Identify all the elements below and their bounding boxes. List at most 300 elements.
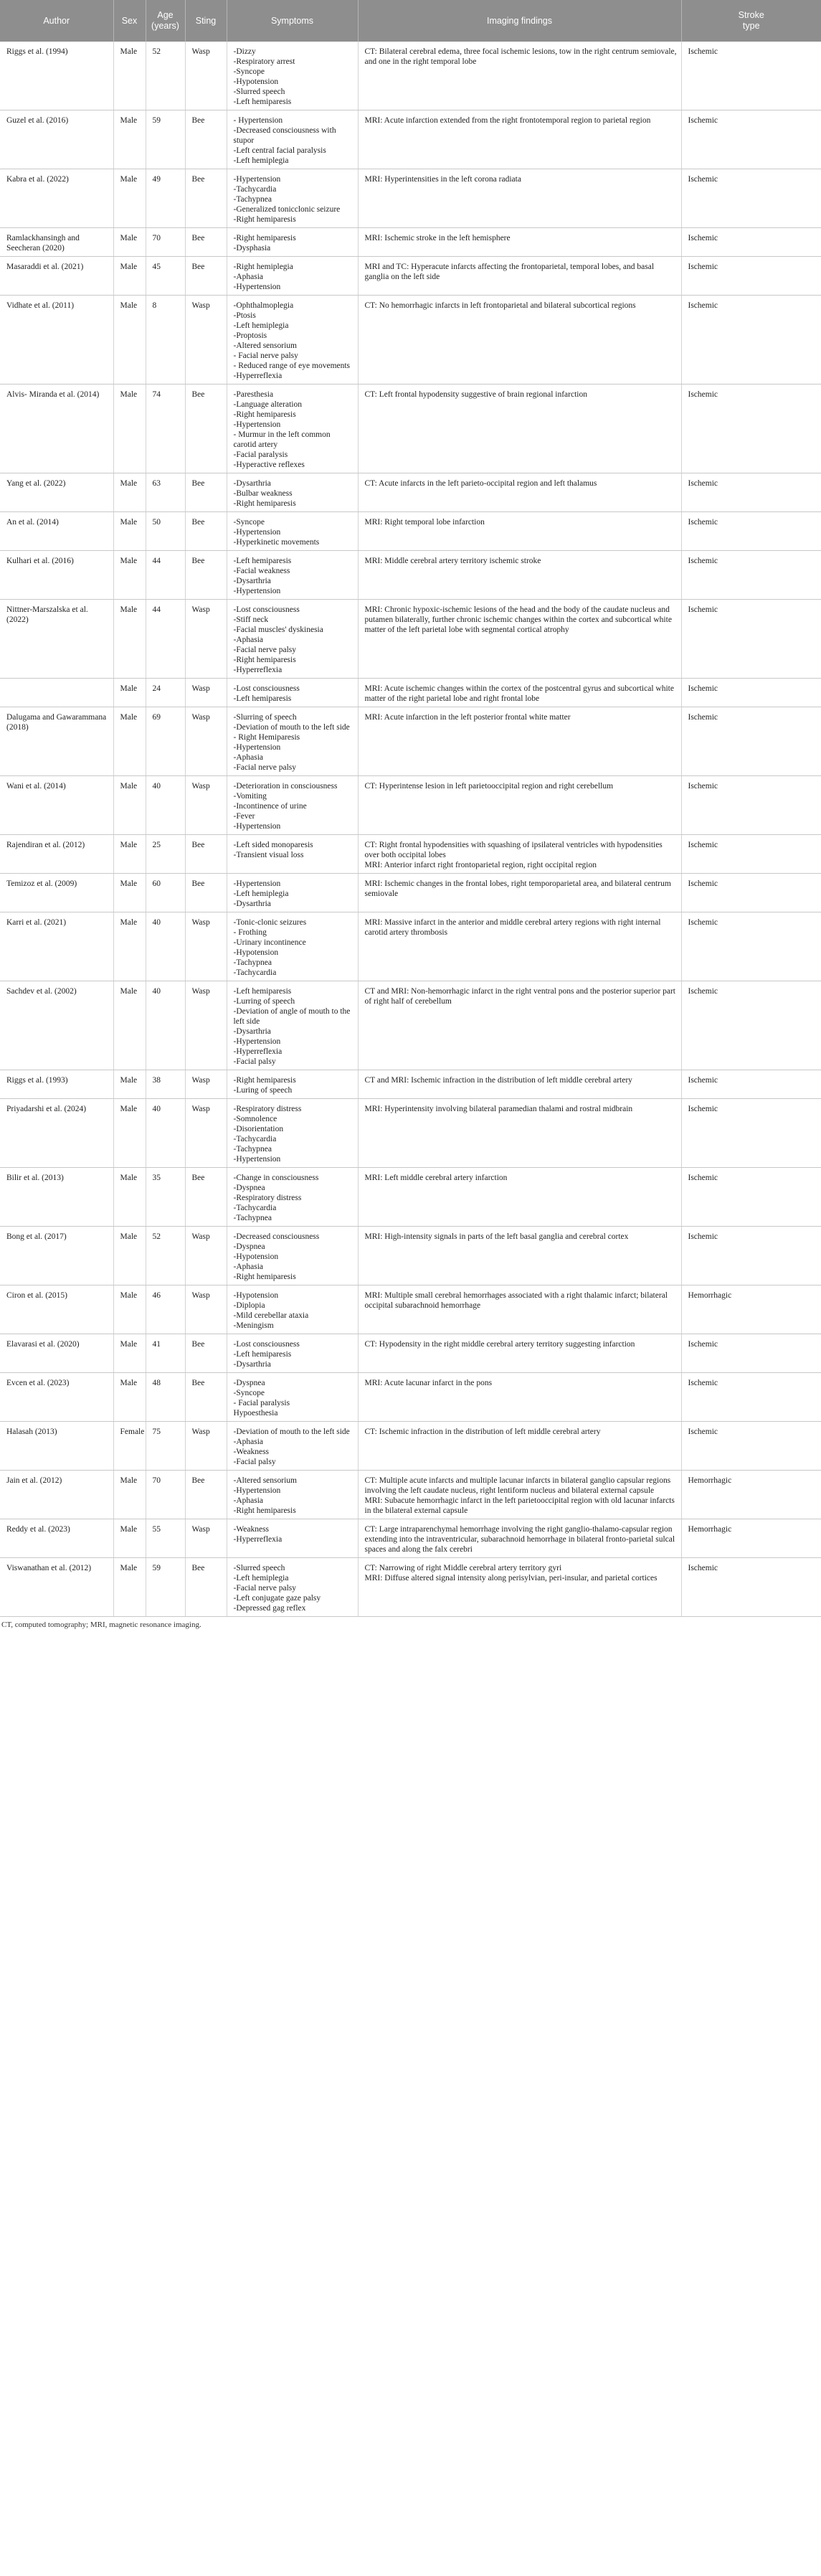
cell-sex: Male — [113, 296, 146, 384]
symptom-item: -Decreased consciousness — [233, 1232, 320, 1241]
cell-sting: Bee — [185, 1334, 227, 1373]
symptom-item: -Right hemiparesis — [233, 410, 296, 419]
cell-sting: Bee — [185, 512, 227, 551]
symptom-item: -Weakness — [233, 1448, 270, 1456]
imaging-finding: MRI: Acute infarction extended from the right frontotemporal region to parietal region — [364, 116, 651, 125]
cell-sex: Male — [113, 257, 146, 296]
cell-sex: Male — [113, 42, 146, 110]
cell-imaging — [358, 1519, 681, 1558]
table-row — [0, 707, 821, 776]
symptom-item: - Reduced range of eye movements — [233, 362, 351, 370]
table-row — [0, 1168, 821, 1227]
cell-age: 8 — [146, 296, 185, 384]
cell-sex: Male — [113, 1168, 146, 1227]
symptom-item: -Right hemiparesis — [233, 1273, 296, 1281]
imaging-finding: CT: Left frontal hypodensity suggestive of brain regional infarction — [364, 390, 587, 399]
symptom-item: -Depressed gag reflex — [233, 1604, 306, 1613]
cell-author: Kabra et al. (2022) — [0, 169, 113, 228]
cell-symptoms — [227, 551, 358, 600]
cell-age: 40 — [146, 981, 185, 1070]
imaging-finding: CT: Narrowing of right Middle cerebral artery territory gyri — [364, 1564, 562, 1572]
cell-author: Ramlackhansingh and Seecheran (2020) — [0, 228, 113, 257]
cell-symptoms — [227, 1519, 358, 1558]
cell-sex: Male — [113, 679, 146, 707]
cell-author: Sachdev et al. (2002) — [0, 981, 113, 1070]
symptom-item: -Dysarthria — [233, 1027, 271, 1036]
table-row — [0, 1285, 821, 1334]
symptom-item: -Tachypnea — [233, 1214, 272, 1222]
cell-sting: Wasp — [185, 600, 227, 679]
symptom-item: -Tachycardia — [233, 968, 277, 977]
imaging-finding: MRI: Ischemic stroke in the left hemisphere — [364, 234, 511, 242]
cell-sex: Male — [113, 1519, 146, 1558]
cell-symptoms — [227, 776, 358, 835]
cell-author: Jain et al. (2012) — [0, 1471, 113, 1519]
symptom-item: - Facial paralysis — [233, 1399, 290, 1407]
cell-symptoms — [227, 1227, 358, 1285]
cell-sex: Male — [113, 600, 146, 679]
cell-stroke-type: Ischemic — [681, 1227, 821, 1285]
symptom-item: -Facial nerve palsy — [233, 646, 296, 654]
cell-stroke-type: Hemorrhagic — [681, 1519, 821, 1558]
cell-sting: Bee — [185, 257, 227, 296]
symptom-item: -Hyperkinetic movements — [233, 538, 320, 547]
symptom-item: -Dyspnea — [233, 1184, 265, 1192]
symptom-item: -Left hemiplegia — [233, 156, 289, 165]
cell-sex: Male — [113, 1334, 146, 1373]
cell-sex: Male — [113, 776, 146, 835]
symptom-item: -Dysarthria — [233, 577, 271, 585]
table-row — [0, 600, 821, 679]
cell-sting: Bee — [185, 1168, 227, 1227]
symptom-item: -Right hemiplegia — [233, 263, 293, 271]
cell-author: Dalugama and Gawarammana (2018) — [0, 707, 113, 776]
cell-sex: Female — [113, 1422, 146, 1471]
symptom-item: -Diplopia — [233, 1301, 265, 1310]
cell-stroke-type: Ischemic — [681, 1373, 821, 1422]
symptom-item: -Hypertension — [233, 283, 281, 291]
symptom-item: -Syncope — [233, 518, 265, 527]
symptom-item: -Paresthesia — [233, 390, 274, 399]
symptom-item: -Dizzy — [233, 47, 256, 56]
cell-age: 45 — [146, 257, 185, 296]
cell-sting: Wasp — [185, 912, 227, 981]
cell-sting: Wasp — [185, 1099, 227, 1168]
cell-sting: Wasp — [185, 1227, 227, 1285]
symptom-item: -Left hemiparesis — [233, 987, 292, 996]
symptom-item: -Respiratory distress — [233, 1194, 302, 1202]
cell-imaging — [358, 1471, 681, 1519]
cell-stroke-type: Ischemic — [681, 1168, 821, 1227]
table-row — [0, 473, 821, 512]
cell-imaging — [358, 1422, 681, 1471]
imaging-finding: CT: No hemorrhagic infarcts in left frontoparietal and bilateral subcortical regions — [364, 301, 636, 310]
symptom-item: -Aphasia — [233, 1263, 264, 1271]
symptom-item: -Facial palsy — [233, 1057, 276, 1066]
cell-imaging — [358, 551, 681, 600]
imaging-finding: MRI: Massive infarct in the anterior and middle cerebral artery regions with right internal carotid artery thrombosis — [364, 918, 661, 937]
symptom-item: -Transient visual loss — [233, 851, 304, 859]
cell-symptoms — [227, 1558, 358, 1617]
cell-stroke-type: Ischemic — [681, 169, 821, 228]
cell-sting: Wasp — [185, 1285, 227, 1334]
cell-age: 55 — [146, 1519, 185, 1558]
cell-stroke-type: Ischemic — [681, 228, 821, 257]
cell-age: 70 — [146, 228, 185, 257]
cell-sex: Male — [113, 473, 146, 512]
imaging-finding: MRI: Acute ischemic changes within the cortex of the postcentral gyrus and subcortical white matter of the right parietal lobe and right frontal lobe — [364, 684, 674, 703]
cell-author: Bilir et al. (2013) — [0, 1168, 113, 1227]
cell-symptoms — [227, 296, 358, 384]
imaging-finding: MRI: Ischemic changes in the frontal lobes, right temporoparietal area, and bilateral centrum semiovale — [364, 879, 671, 898]
cell-imaging — [358, 512, 681, 551]
cell-symptoms — [227, 707, 358, 776]
symptom-item: -Aphasia — [233, 1438, 264, 1446]
cell-age: 44 — [146, 551, 185, 600]
cell-sting: Bee — [185, 551, 227, 600]
cell-stroke-type: Ischemic — [681, 1070, 821, 1099]
symptom-item: -Slurred speech — [233, 1564, 285, 1572]
cell-author — [0, 679, 113, 707]
cell-age: 48 — [146, 1373, 185, 1422]
cell-imaging — [358, 169, 681, 228]
cell-age: 38 — [146, 1070, 185, 1099]
cell-sex: Male — [113, 228, 146, 257]
cell-symptoms — [227, 42, 358, 110]
cell-sex: Male — [113, 110, 146, 169]
cell-author: Elavarasi et al. (2020) — [0, 1334, 113, 1373]
symptom-item: - Right Hemiparesis — [233, 733, 300, 742]
cell-age: 40 — [146, 1099, 185, 1168]
imaging-finding: MRI: Acute infarction in the left posterior frontal white matter — [364, 713, 571, 722]
symptom-item: -Luring of speech — [233, 1086, 293, 1095]
cell-author: Reddy et al. (2023) — [0, 1519, 113, 1558]
symptom-item: -Left conjugate gaze palsy — [233, 1594, 321, 1603]
cell-stroke-type: Ischemic — [681, 1334, 821, 1373]
symptom-item: - Frothing — [233, 928, 267, 937]
cell-age: 24 — [146, 679, 185, 707]
cell-sting: Wasp — [185, 707, 227, 776]
imaging-finding: MRI: Left middle cerebral artery infarction — [364, 1174, 508, 1182]
symptom-item: -Dyspnea — [233, 1242, 265, 1251]
cell-symptoms — [227, 384, 358, 473]
cell-stroke-type: Ischemic — [681, 874, 821, 912]
cell-imaging — [358, 1334, 681, 1373]
symptom-item: -Dysarthria — [233, 1360, 271, 1369]
imaging-finding: MRI: High-intensity signals in parts of the left basal ganglia and cerebral cortex — [364, 1232, 629, 1241]
symptom-item: -Facial nerve palsy — [233, 763, 296, 772]
symptom-item: -Tachypnea — [233, 195, 272, 204]
table-row — [0, 1099, 821, 1168]
symptom-item: -Hypertension — [233, 879, 281, 888]
symptom-item: -Respiratory distress — [233, 1105, 302, 1113]
symptom-item: -Weakness — [233, 1525, 270, 1534]
table-row — [0, 835, 821, 874]
cell-age: 69 — [146, 707, 185, 776]
cell-stroke-type: Ischemic — [681, 1099, 821, 1168]
imaging-finding: MRI: Subacute hemorrhagic infarct in the left parietooccipital region with old lacunar infarcts in the bilateral external capsule — [364, 1496, 675, 1515]
header-symptoms: Symptoms — [227, 0, 358, 42]
cell-age: 46 — [146, 1285, 185, 1334]
cell-author: Priyadarshi et al. (2024) — [0, 1099, 113, 1168]
table-row — [0, 912, 821, 981]
header-sting: Sting — [185, 0, 227, 42]
symptom-item: -Slurred speech — [233, 88, 285, 96]
symptom-item: -Mild cerebellar ataxia — [233, 1311, 309, 1320]
symptom-item: -Hypertension — [233, 1037, 281, 1046]
symptom-item: -Left central facial paralysis — [233, 146, 326, 155]
cell-imaging — [358, 257, 681, 296]
cell-sting: Wasp — [185, 776, 227, 835]
table-row — [0, 1227, 821, 1285]
cell-imaging — [358, 776, 681, 835]
symptom-item: -Lost consciousness — [233, 684, 300, 693]
cell-symptoms — [227, 874, 358, 912]
cell-imaging — [358, 874, 681, 912]
symptom-item: -Syncope — [233, 1389, 265, 1397]
symptom-item: -Right hemiparesis — [233, 215, 296, 224]
cell-imaging — [358, 473, 681, 512]
cell-age: 25 — [146, 835, 185, 874]
cell-age: 41 — [146, 1334, 185, 1373]
cell-sex: Male — [113, 384, 146, 473]
cell-stroke-type: Ischemic — [681, 679, 821, 707]
symptom-item: -Ophthalmoplegia — [233, 301, 294, 310]
symptom-item: -Generalized tonicclonic seizure — [233, 205, 341, 214]
cell-sex: Male — [113, 551, 146, 600]
cell-sex: Male — [113, 874, 146, 912]
imaging-finding: CT and MRI: Non-hemorrhagic infarct in the right ventral pons and the posterior superior part of right half of cerebellum — [364, 987, 675, 1006]
symptom-item: -Aphasia — [233, 753, 264, 762]
cell-symptoms — [227, 912, 358, 981]
imaging-finding: CT: Hypodensity in the right middle cerebral artery territory suggesting infarction — [364, 1340, 635, 1349]
table-row — [0, 512, 821, 551]
cell-author: Temizoz et al. (2009) — [0, 874, 113, 912]
symptom-item: -Left hemiplegia — [233, 1574, 289, 1582]
symptom-item: -Somnolence — [233, 1115, 277, 1123]
cell-age: 59 — [146, 110, 185, 169]
cell-sex: Male — [113, 1373, 146, 1422]
imaging-finding: CT and MRI: Ischemic infraction in the distribution of left middle cerebral artery — [364, 1076, 632, 1085]
cell-sex: Male — [113, 1070, 146, 1099]
symptom-item: -Syncope — [233, 67, 265, 76]
table-header — [0, 0, 821, 42]
table-row — [0, 1519, 821, 1558]
cell-age: 59 — [146, 1558, 185, 1617]
header-imaging: Imaging findings — [358, 0, 681, 42]
symptom-item: - Hypertension — [233, 116, 283, 125]
cell-imaging — [358, 1227, 681, 1285]
symptom-item: -Hyperreflexia — [233, 666, 283, 674]
cell-sting: Bee — [185, 835, 227, 874]
symptom-item: -Proptosis — [233, 331, 267, 340]
cell-sting: Bee — [185, 1558, 227, 1617]
cell-sex: Male — [113, 912, 146, 981]
cell-author: Yang et al. (2022) — [0, 473, 113, 512]
cell-author: An et al. (2014) — [0, 512, 113, 551]
cell-symptoms — [227, 1285, 358, 1334]
cell-author: Evcen et al. (2023) — [0, 1373, 113, 1422]
table-row — [0, 1334, 821, 1373]
cell-sting: Wasp — [185, 1422, 227, 1471]
symptom-item: -Dysarthria — [233, 900, 271, 908]
symptom-item: -Hypertension — [233, 587, 281, 595]
cell-sex: Male — [113, 1471, 146, 1519]
cell-stroke-type: Ischemic — [681, 600, 821, 679]
cell-author: Bong et al. (2017) — [0, 1227, 113, 1285]
symptom-item: -Urinary incontinence — [233, 938, 306, 947]
symptom-item: -Hypertension — [233, 822, 281, 831]
cell-stroke-type: Ischemic — [681, 1558, 821, 1617]
table-row — [0, 1373, 821, 1422]
symptom-item: -Right hemiparesis — [233, 234, 296, 242]
cell-imaging — [358, 110, 681, 169]
table-row — [0, 296, 821, 384]
imaging-finding: CT: Right frontal hypodensities with squashing of ipsilateral ventricles with hypodensities over both occipital lobes — [364, 841, 663, 859]
cell-age: 44 — [146, 600, 185, 679]
symptom-item: -Tachypnea — [233, 958, 272, 967]
cell-imaging — [358, 384, 681, 473]
imaging-finding: MRI: Hyperintensity involving bilateral paramedian thalami and rostral midbrain — [364, 1105, 633, 1113]
symptom-item: -Hypertension — [233, 175, 281, 184]
symptom-item: -Vomiting — [233, 792, 267, 801]
cell-sting: Bee — [185, 1373, 227, 1422]
cell-sex: Male — [113, 1558, 146, 1617]
symptom-item: -Hyperactive reflexes — [233, 461, 305, 469]
symptom-item: -Hypertension — [233, 420, 281, 429]
symptom-item: -Tachycardia — [233, 1135, 277, 1143]
symptom-item: -Hypertension — [233, 1486, 281, 1495]
cell-imaging — [358, 835, 681, 874]
symptom-item: -Language alteration — [233, 400, 302, 409]
symptom-item: -Left hemiparesis — [233, 694, 292, 703]
imaging-finding: CT: Hyperintense lesion in left parietooccipital region and right cerebellum — [364, 782, 614, 791]
cell-symptoms — [227, 1471, 358, 1519]
symptom-item: -Lurring of speech — [233, 997, 295, 1006]
symptom-item: -Facial paralysis — [233, 450, 288, 459]
cell-symptoms — [227, 169, 358, 228]
cell-symptoms — [227, 110, 358, 169]
cell-stroke-type: Ischemic — [681, 257, 821, 296]
cell-stroke-type: Ischemic — [681, 512, 821, 551]
cell-stroke-type: Ischemic — [681, 776, 821, 835]
symptom-item: Hypoesthesia — [233, 1409, 278, 1417]
cell-age: 63 — [146, 473, 185, 512]
cell-imaging — [358, 981, 681, 1070]
cell-author: Riggs et al. (1994) — [0, 42, 113, 110]
cell-author: Riggs et al. (1993) — [0, 1070, 113, 1099]
symptom-item: -Tachycardia — [233, 185, 277, 194]
cell-stroke-type: Ischemic — [681, 384, 821, 473]
symptom-item: -Bulbar weakness — [233, 489, 293, 498]
symptom-item: -Hypertension — [233, 743, 281, 752]
symptom-item: -Hyperreflexia — [233, 372, 283, 380]
symptom-item: -Left hemiparesis — [233, 1350, 292, 1359]
header-stroke-type: Stroke type — [681, 0, 821, 42]
cell-sex: Male — [113, 835, 146, 874]
cell-stroke-type: Ischemic — [681, 42, 821, 110]
cell-author: Karri et al. (2021) — [0, 912, 113, 981]
cell-symptoms — [227, 473, 358, 512]
cell-sting: Bee — [185, 228, 227, 257]
table-row — [0, 1558, 821, 1617]
table-body — [0, 42, 821, 1617]
cell-age: 35 — [146, 1168, 185, 1227]
cell-stroke-type: Ischemic — [681, 981, 821, 1070]
table-row — [0, 551, 821, 600]
cell-imaging — [358, 228, 681, 257]
imaging-finding: CT: Bilateral cerebral edema, three focal ischemic lesions, tow in the right centrum semiovale, and one in the right temporal lobe — [364, 47, 677, 66]
symptom-item: -Left hemiparesis — [233, 98, 292, 106]
symptom-item: -Left hemiplegia — [233, 890, 289, 898]
table-row — [0, 776, 821, 835]
cell-symptoms — [227, 257, 358, 296]
symptom-item: -Change in consciousness — [233, 1174, 319, 1182]
symptom-item: -Dysarthria — [233, 479, 271, 488]
cell-imaging — [358, 1099, 681, 1168]
table-row — [0, 679, 821, 707]
cell-symptoms — [227, 679, 358, 707]
header-sex: Sex — [113, 0, 146, 42]
cell-author: Vidhate et al. (2011) — [0, 296, 113, 384]
cell-symptoms — [227, 1070, 358, 1099]
cell-author: Kulhari et al. (2016) — [0, 551, 113, 600]
table-row — [0, 874, 821, 912]
symptom-item: -Hyperreflexia — [233, 1047, 283, 1056]
symptom-item: -Right hemiparesis — [233, 499, 296, 508]
symptom-item: -Deterioration in consciousness — [233, 782, 338, 791]
cell-sting: Bee — [185, 1471, 227, 1519]
table-row — [0, 228, 821, 257]
cell-stroke-type: Ischemic — [681, 473, 821, 512]
symptom-item: -Hyperreflexia — [233, 1535, 283, 1544]
symptom-item: -Hypotension — [233, 1291, 279, 1300]
symptom-item: -Ptosis — [233, 311, 256, 320]
imaging-finding: CT: Ischemic infraction in the distribution of left middle cerebral artery — [364, 1428, 601, 1436]
cell-imaging — [358, 1558, 681, 1617]
imaging-finding: MRI: Right temporal lobe infarction — [364, 518, 485, 527]
symptom-item: -Respiratory arrest — [233, 57, 295, 66]
table-row — [0, 1422, 821, 1471]
cell-age: 50 — [146, 512, 185, 551]
cell-sting: Bee — [185, 473, 227, 512]
symptom-item: -Hypertension — [233, 528, 281, 537]
cell-stroke-type: Ischemic — [681, 551, 821, 600]
cell-symptoms — [227, 1373, 358, 1422]
cell-sex: Male — [113, 512, 146, 551]
cell-sting: Wasp — [185, 981, 227, 1070]
symptom-item: -Left sided monoparesis — [233, 841, 313, 849]
cell-stroke-type: Ischemic — [681, 296, 821, 384]
cell-author: Halasah (2013) — [0, 1422, 113, 1471]
cell-symptoms — [227, 1168, 358, 1227]
table-row — [0, 981, 821, 1070]
cell-age: 49 — [146, 169, 185, 228]
cell-stroke-type: Hemorrhagic — [681, 1471, 821, 1519]
cell-sting: Bee — [185, 874, 227, 912]
cell-imaging — [358, 42, 681, 110]
cell-author: Alvis- Miranda et al. (2014) — [0, 384, 113, 473]
symptom-item: -Hypotension — [233, 77, 279, 86]
cell-stroke-type: Ischemic — [681, 1422, 821, 1471]
imaging-finding: CT: Multiple acute infarcts and multiple lacunar infarcts in bilateral ganglio capsular regions involving the left caudate nucleus, right lentiform nucleus and bilateral external capsule — [364, 1476, 671, 1495]
cell-sting: Wasp — [185, 679, 227, 707]
cell-symptoms — [227, 1334, 358, 1373]
symptom-item: -Tachypnea — [233, 1145, 272, 1153]
symptom-item: - Murmur in the left common carotid artery — [233, 430, 331, 449]
cell-author: Ciron et al. (2015) — [0, 1285, 113, 1334]
symptom-item: -Right hemiparesis — [233, 656, 296, 664]
